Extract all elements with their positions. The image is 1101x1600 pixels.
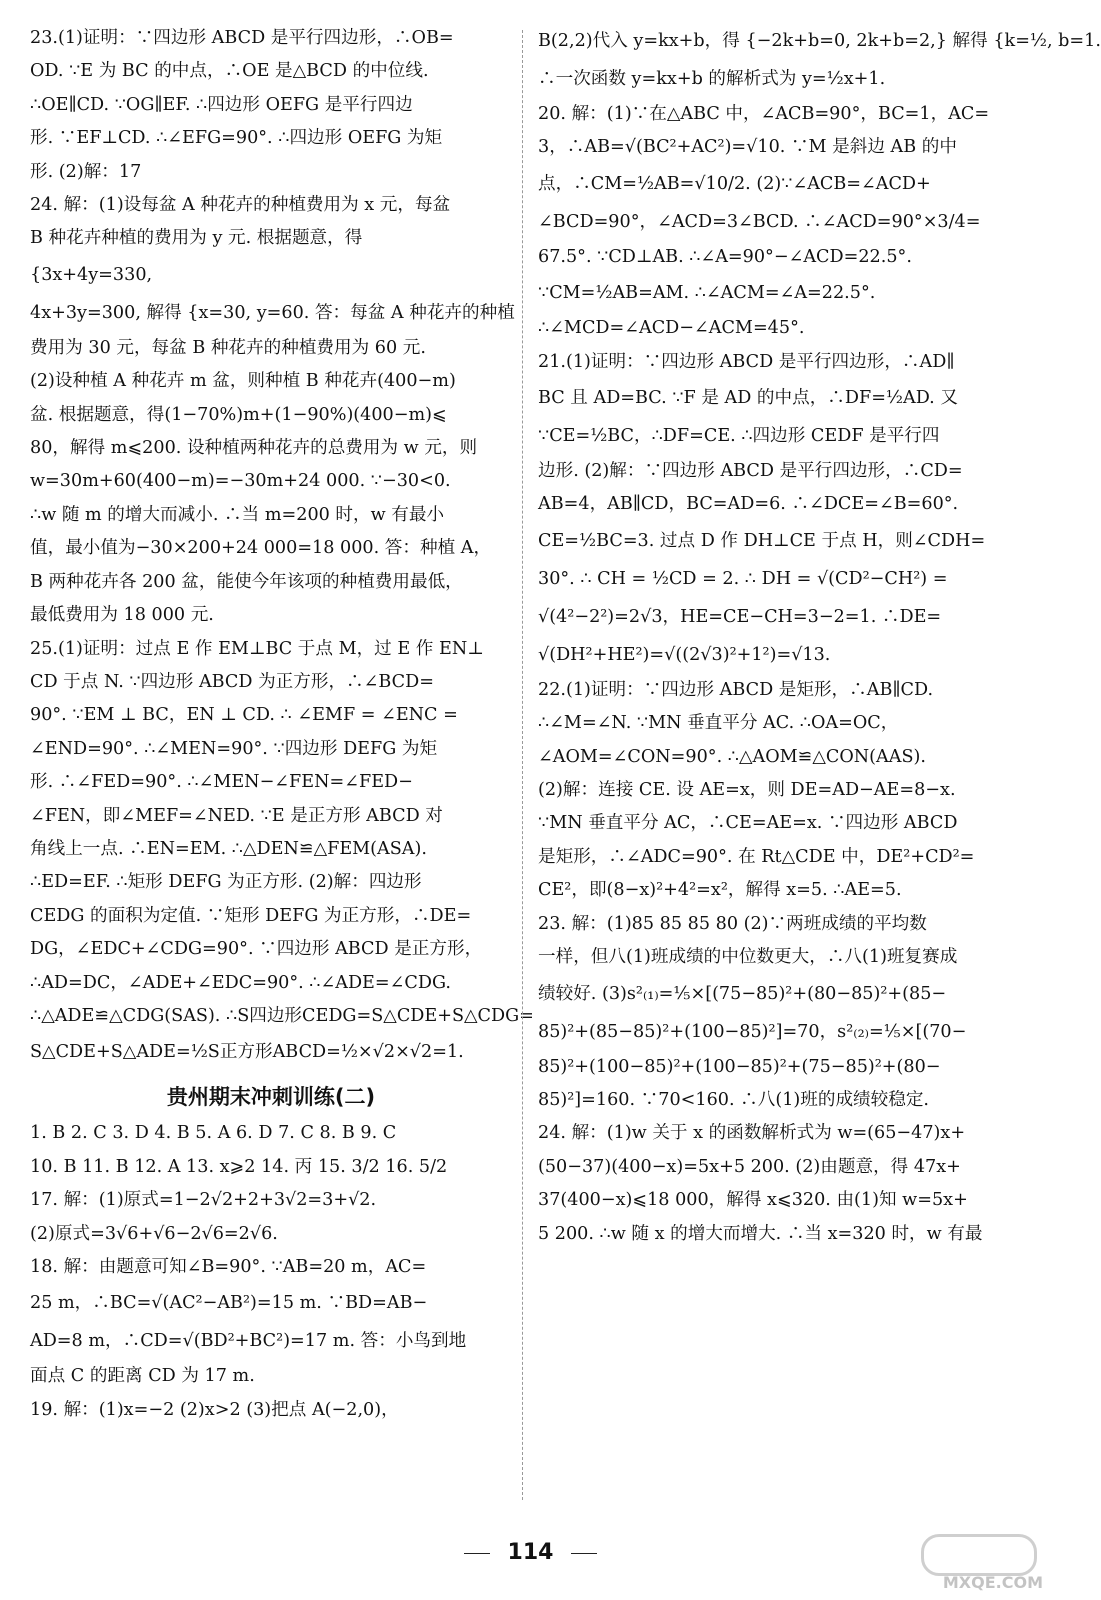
text-line: BC 且 AD=BC. ∵F 是 AD 的中点，∴DF=½AD. 又	[538, 388, 958, 409]
text-line: 25 m，∴BC=√(AC²−AB²)=15 m. ∵BD=AB−	[30, 1293, 428, 1314]
left-column	[30, 22, 534, 1427]
text-line: 盆. 根据题意，得(1−70%)m+(1−90%)(400−m)⩽	[30, 404, 447, 425]
text-line: CE=½BC=3. 过点 D 作 DH⊥CE 于点 H，则∠CDH=	[538, 530, 986, 551]
text-line: 24. 解：(1)设每盆 A 种花卉的种植费用为 x 元，每盆	[30, 195, 451, 216]
left-answer-block-2	[30, 1184, 512, 1427]
text-line: ∠FEN，即∠MEF=∠NED. ∵E 是正方形 ABCD 对	[30, 805, 443, 826]
column-divider	[522, 30, 523, 1500]
text-line: 面点 C 的距离 CD 为 17 m.	[30, 1366, 255, 1387]
text-line: 绩较好. (3)s²₍₁₎=⅕×[(75−85)²+(80−85)²+(85−	[538, 983, 947, 1004]
text-line: 5 200. ∴w 随 x 的增大而增大. ∴当 x=320 时，w 有最	[538, 1223, 983, 1244]
text-line: ∴OE∥CD. ∵OG∥EF. ∴四边形 OEFG 是平行四边	[30, 94, 413, 115]
text-line: 23. 解：(1)85 85 85 80 (2)∵两班成绩的平均数	[538, 913, 927, 934]
text-line: 一样，但八(1)班成绩的中位数更大，∴八(1)班复赛成	[538, 947, 958, 968]
text-line: ∴w 随 m 的增大而减小. ∴当 m=200 时，w 有最小	[30, 504, 445, 525]
choice-answers-row-1: 1. B 2. C 3. D 4. B 5. A 6. D 7. C 8. B 9. C	[30, 1123, 397, 1144]
watermark-shape	[921, 1534, 1037, 1576]
text-line: 67.5°. ∵CD⊥AB. ∴∠A=90°−∠ACD=22.5°.	[538, 246, 912, 267]
text-line: 形. ∴∠FED=90°. ∴∠MEN−∠FEN=∠FED−	[30, 772, 413, 793]
text-line: CEDG 的面积为定值. ∵矩形 DEFG 为正方形，∴DE=	[30, 905, 472, 926]
text-line: 4x+3y=300, 解得 {x=30, y=60. 答：每盆 A 种花卉的种植	[30, 302, 515, 323]
text-line: ∴∠MCD=∠ACD−∠ACM=45°.	[538, 318, 805, 339]
page-number-dash-right	[571, 1553, 597, 1554]
text-line: ∵MN 垂直平分 AC，∴CE=AE=x. ∵四边形 ABCD	[538, 813, 958, 834]
text-line: (2)原式=3√6+√6−2√6=2√6.	[30, 1223, 278, 1244]
text-line: 最低费用为 18 000 元.	[30, 605, 214, 626]
text-line: 21.(1)证明：∵四边形 ABCD 是平行四边形，∴AD∥	[538, 351, 955, 372]
text-line: ∵CE=½BC，∴DF=CE. ∴四边形 CEDF 是平行四	[538, 426, 940, 447]
text-line: ∴△ADE≌△CDG(SAS). ∴S四边形CEDG=S△CDE+S△CDG=	[30, 1005, 534, 1026]
text-line: (2)设种植 A 种花卉 m 盆，则种植 B 种花卉(400−m)	[30, 371, 456, 392]
text-line: ∴∠M=∠N. ∵MN 垂直平分 AC. ∴OA=OC，	[538, 713, 899, 734]
text-line: 23.(1)证明：∵四边形 ABCD 是平行四边形，∴OB=	[30, 28, 454, 48]
text-line: 19. 解：(1)x=−2 (2)x>2 (3)把点 A(−2,0)，	[30, 1399, 399, 1420]
text-line: B 种花卉种植的费用为 y 元. 根据题意，得	[30, 228, 363, 249]
text-line: 边形. (2)解：∵四边形 ABCD 是平行四边形，∴CD=	[538, 461, 963, 482]
text-line: 24. 解：(1)w 关于 x 的函数解析式为 w=(65−47)x+	[538, 1123, 966, 1144]
text-line: w=30m+60(400−m)=−30m+24 000. ∵−30<0.	[30, 471, 451, 492]
text-line: {3x+4y=330,	[30, 264, 153, 285]
text-line: 角线上一点. ∴EN=EM. ∴△DEN≌△FEM(ASA).	[30, 838, 427, 859]
text-line: ∠BCD=90°，∠ACD=3∠BCD. ∴∠ACD=90°×3/4=	[538, 211, 981, 232]
text-line: 17. 解：(1)原式=1−2√2+2+3√2=3+√2.	[30, 1190, 377, 1211]
text-line: 30°. ∴ CH = ½CD = 2. ∴ DH = √(CD²−CH²) =	[538, 568, 948, 589]
right-column	[538, 22, 1101, 1251]
text-line: B(2,2)代入 y=kx+b，得 {−2k+b=0, 2k+b=2,} 解得 {k=½, b=1.	[538, 31, 1101, 51]
text-line: ∴AD=DC，∠ADE+∠EDC=90°. ∴∠ADE=∠CDG.	[30, 972, 451, 993]
text-line: 90°. ∵EM ⊥ BC，EN ⊥ CD. ∴ ∠EMF = ∠ENC =	[30, 705, 458, 726]
text-line: 形. (2)解：17	[30, 161, 142, 182]
text-line: ∵CM=½AB=AM. ∴∠ACM=∠A=22.5°.	[538, 283, 876, 304]
text-line: AD=8 m，∴CD=√(BD²+BC²)=17 m. 答：小鸟到地	[30, 1331, 467, 1352]
text-line: CE²，即(8−x)²+4²=x²，解得 x=5. ∴AE=5.	[538, 880, 902, 901]
text-line: 18. 解：由题意可知∠B=90°. ∵AB=20 m，AC=	[30, 1257, 427, 1277]
text-line: 20. 解：(1)∵在△ABC 中，∠ACB=90°，BC=1，AC=	[538, 104, 990, 124]
text-line: 85)²+(100−85)²+(100−85)²+(75−85)²+(80−	[538, 1056, 941, 1077]
text-line: (2)解：连接 CE. 设 AE=x，则 DE=AD−AE=8−x.	[538, 780, 956, 801]
text-line: B 两种花卉各 200 盆，能使今年该项的种植费用最低，	[30, 571, 463, 592]
right-answer-block	[538, 22, 1101, 1251]
watermark-text: MXQE.COM	[942, 1573, 1043, 1592]
text-line: 形. ∵EF⊥CD. ∴∠EFG=90°. ∴四边形 OEFG 为矩	[30, 128, 443, 149]
text-line: DG，∠EDC+∠CDG=90°. ∵四边形 ABCD 是正方形，	[30, 939, 483, 960]
text-line: ∴ED=EF. ∴矩形 DEFG 为正方形. (2)解：四边形	[30, 872, 422, 893]
watermark-logo	[913, 1532, 1043, 1592]
text-line: AB=4，AB∥CD，BC=AD=6. ∴∠DCE=∠B=60°.	[538, 494, 959, 515]
text-line: 25.(1)证明：过点 E 作 EM⊥BC 于点 M，过 E 作 EN⊥	[30, 638, 484, 659]
text-line: OD. ∵E 为 BC 的中点，∴OE 是△BCD 的中位线.	[30, 61, 429, 82]
text-line: 是矩形，∴∠ADC=90°. 在 Rt△CDE 中，DE²+CD²=	[538, 846, 975, 867]
text-line: CD 于点 N. ∵四边形 ABCD 为正方形，∴∠BCD=	[30, 671, 434, 692]
text-line: 费用为 30 元，每盆 B 种花卉的种植费用为 60 元.	[30, 337, 426, 358]
page-number	[0, 1540, 1061, 1565]
text-line: ∠END=90°. ∴∠MEN=90°. ∵四边形 DEFG 为矩	[30, 738, 438, 759]
text-line: S△CDE+S△ADE=½S正方形ABCD=½×√2×√2=1.	[30, 1042, 464, 1063]
text-line: √(4²−2²)=2√3，HE=CE−CH=3−2=1. ∴DE=	[538, 606, 942, 627]
text-line: 37(400−x)⩽18 000，解得 x⩽320. 由(1)知 w=5x+	[538, 1190, 968, 1211]
text-line: ∴一次函数 y=kx+b 的解析式为 y=½x+1.	[538, 69, 886, 89]
text-line: 85)²]=160. ∵70<160. ∴八(1)班的成绩较稳定.	[538, 1089, 930, 1110]
text-line: ∠AOM=∠CON=90°. ∴△AOM≌△CON(AAS).	[538, 746, 926, 767]
text-line: 3，∴AB=√(BC²+AC²)=√10. ∵M 是斜边 AB 的中	[538, 137, 957, 158]
text-line: 22.(1)证明：∵四边形 ABCD 是矩形，∴AB∥CD.	[538, 679, 934, 700]
left-answer-block	[30, 22, 534, 1071]
page-number-dash-left	[464, 1553, 490, 1554]
text-line: √(DH²+HE²)=√((2√3)²+1²)=√13.	[538, 644, 831, 665]
text-line: 85)²+(85−85)²+(100−85)²]=70，s²₍₂₎=⅕×[(70−	[538, 1021, 967, 1042]
page-number-text: 114	[507, 1540, 554, 1565]
text-line: (50−37)(400−x)=5x+5 200. (2)由题意，得 47x+	[538, 1156, 961, 1177]
text-line: 点，∴CM=½AB=√10/2. (2)∵∠ACB=∠ACD+	[538, 173, 931, 194]
section-title: 贵州期末冲刺训练(二)	[166, 1085, 376, 1110]
choice-answers-row-2: 10. B 11. B 12. A 13. x⩾2 14. 丙 15. 3/2 16. 5/2	[30, 1156, 448, 1177]
text-line: 80，解得 m⩽200. 设种植两种花卉的总费用为 w 元，则	[30, 438, 478, 459]
text-line: 值，最小值为−30×200+24 000=18 000. 答：种植 A，	[30, 538, 492, 559]
